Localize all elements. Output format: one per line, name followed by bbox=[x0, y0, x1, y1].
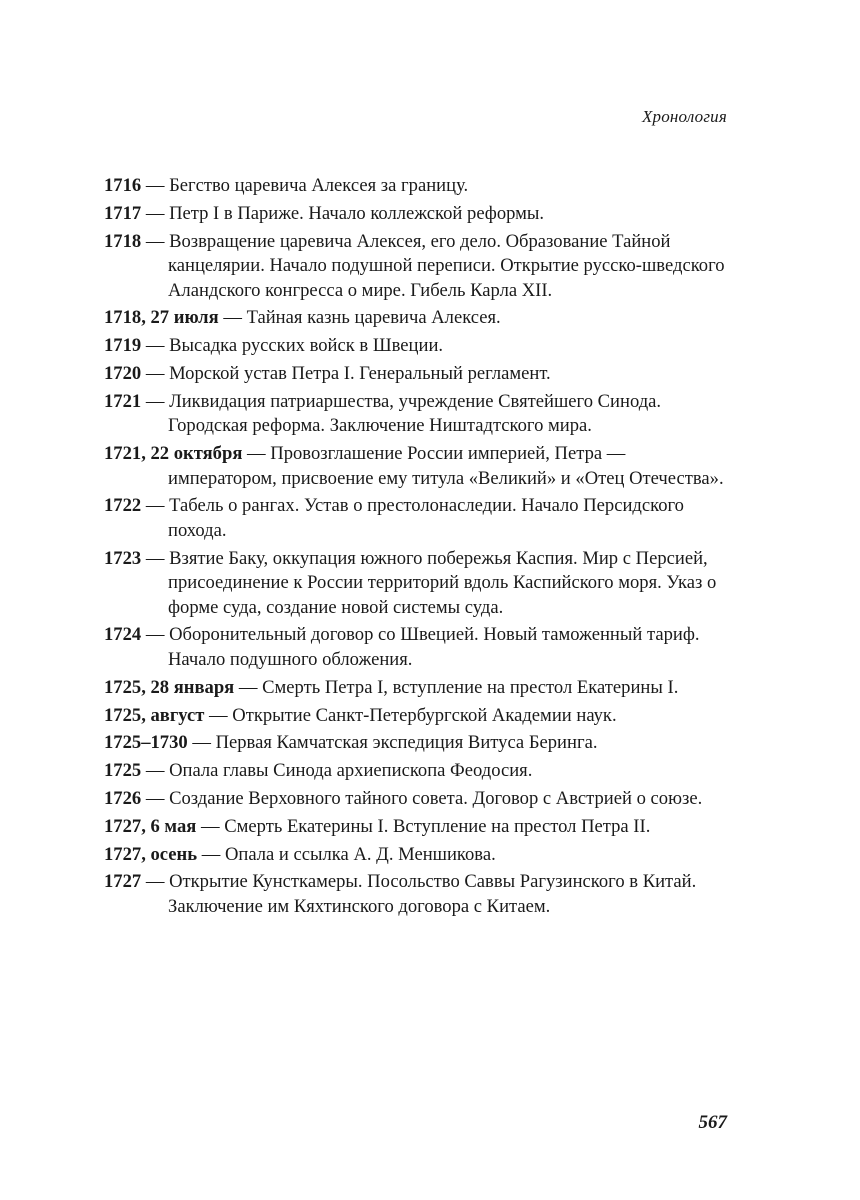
chronology-entry: 1725–1730 — Первая Камчатская экспедиция Витуса Беринга. bbox=[104, 732, 598, 754]
entry-date: 1716 bbox=[104, 175, 142, 196]
chronology-entry: 1724 — Оборонительный договор со Швецией. Новый таможенный тариф. Начало подушного обложения. bbox=[104, 624, 700, 670]
entry-date: 1726 bbox=[104, 787, 142, 809]
chronology-entry: 1722 — Табель о рангах. Устав о престолонаследии. Начало Персидского похода. bbox=[104, 495, 684, 541]
chronology-entry: 1716 — Бегство царевича Алексея за границу. bbox=[104, 175, 469, 196]
chronology-entry: 1721, 22 октября — Провозглашение России империей, Петра — императором, присвоение ему титула «Великий» и «Отец Отечества». bbox=[104, 443, 724, 489]
entry-date: 1727, 6 мая bbox=[104, 815, 197, 837]
entry-date: 1718 bbox=[104, 230, 142, 252]
entry-text: Ликвидация патриаршества, учреждение Святейшего Синода. Городская реформа. Заключение Ништадтского мира. bbox=[168, 390, 662, 437]
running-head: Хронология bbox=[641, 107, 727, 126]
entry-text: Создание Верховного тайного совета. Договор с Австрией о союзе. bbox=[169, 787, 703, 809]
entry-date: 1727, осень bbox=[104, 843, 198, 865]
chronology-entry: 1717 — Петр I в Париже. Начало коллежской реформы. bbox=[104, 202, 545, 224]
entry-text: Табель о рангах. Устав о престолонаследии. Начало Персидского похода. bbox=[168, 495, 684, 541]
chronology-list bbox=[104, 174, 730, 923]
chronology-entry: 1723 — Взятие Баку, оккупация южного побережья Каспия. Мир с Персией, присоединение к России территорий вдоль Каспийского моря. Указ о форме суда, создание новой системы суда. bbox=[104, 547, 717, 618]
entry-date: 1721, 22 октября bbox=[104, 443, 243, 465]
chronology-entry: 1725 — Опала главы Синода архиепископа Феодосия. bbox=[104, 760, 533, 782]
entry-date: 1720 bbox=[104, 362, 142, 384]
entry-date: 1725 bbox=[104, 760, 142, 782]
chronology-entry: 1726 — Создание Верховного тайного совета. Договор с Австрией о союзе. bbox=[104, 787, 703, 809]
entry-date: 1717 bbox=[104, 202, 142, 224]
chronology-entry: 1725, август — Открытие Санкт-Петербургской Академии наук. bbox=[104, 704, 617, 726]
entry-date: 1725–1730 bbox=[104, 732, 188, 754]
chronology-entry: 1718, 27 июля — Тайная казнь царевича Алексея. bbox=[104, 307, 501, 329]
page-number: 567 bbox=[698, 1112, 727, 1133]
chronology-entry: 1718 — Возвращение царевича Алексея, его дело. Образование Тайной канцелярии. Начало подушной переписи. Открытие русско-шведского Аландского конгресса о мире. Гибель Карла XII. bbox=[104, 230, 725, 301]
entry-date: 1724 bbox=[104, 624, 142, 646]
entry-text: Открытие Санкт-Петербургской Академии наук. bbox=[232, 704, 617, 726]
chronology-entry: 1725, 28 января — Смерть Петра I, вступление на престол Екатерины I. bbox=[104, 676, 679, 698]
entry-date: 1723 bbox=[104, 547, 142, 569]
entry-text: Петр I в Париже. Начало коллежской реформы. bbox=[169, 202, 545, 224]
entry-text: Первая Камчатская экспедиция Витуса Беринга. bbox=[215, 732, 598, 754]
chronology-entry: 1720 — Морской устав Петра I. Генеральный регламент. bbox=[104, 362, 551, 384]
entry-text: Провозглашение России империей, Петра — императором, присвоение ему титула «Великий» и «Отец Отечества». bbox=[168, 443, 724, 489]
entry-text: Оборонительный договор со Швецией. Новый таможенный тариф. Начало подушного обложения. bbox=[168, 624, 700, 670]
entry-date: 1722 bbox=[104, 495, 142, 517]
entry-date: 1721 bbox=[104, 390, 142, 412]
entry-text: Бегство царевича Алексея за границу. bbox=[169, 175, 469, 196]
entry-date: 1725, август bbox=[104, 704, 205, 726]
chronology-entry: 1721 — Ликвидация патриаршества, учреждение Святейшего Синода. Городская реформа. Заключение Ништадтского мира. bbox=[104, 390, 662, 437]
entry-text: Опала главы Синода архиепископа Феодосия. bbox=[169, 760, 533, 782]
chronology-entry: 1727, 6 мая — Смерть Екатерины I. Вступление на престол Петра II. bbox=[104, 815, 651, 837]
entry-text: Опала и ссылка А. Д. Меншикова. bbox=[224, 843, 496, 865]
entry-text: Смерть Екатерины I. Вступление на престол Петра II. bbox=[224, 815, 651, 837]
entry-text: Тайная казнь царевича Алексея. bbox=[246, 307, 501, 329]
entry-text: Возвращение царевича Алексея, его дело. Образование Тайной канцелярии. Начало подушной переписи. Открытие русско-шведского Аландского конгресса о мире. Гибель Карла XII. bbox=[168, 230, 725, 301]
entry-date: 1725, 28 января bbox=[104, 676, 235, 698]
chronology-entry: 1719 — Высадка русских войск в Швеции. bbox=[104, 335, 444, 357]
entry-text: Открытие Кунсткамеры. Посольство Саввы Рагузинского в Китай. Заключение им Кяхтинского договора с Китаем. bbox=[168, 871, 697, 917]
entry-text: Смерть Петра I, вступление на престол Екатерины I. bbox=[262, 676, 679, 698]
entry-text: Взятие Баку, оккупация южного побережья Каспия. Мир с Персией, присоединение к России территорий вдоль Каспийского моря. Указ о форме суда, создание новой системы суда. bbox=[168, 547, 717, 618]
entry-date: 1727 bbox=[104, 871, 142, 893]
chronology-entry: 1727 — Открытие Кунсткамеры. Посольство Саввы Рагузинского в Китай. Заключение им Кяхтинского договора с Китаем. bbox=[104, 871, 697, 917]
entry-text: Морской устав Петра I. Генеральный регламент. bbox=[169, 362, 551, 384]
entry-date: 1719 bbox=[104, 335, 142, 357]
chronology-entry: 1727, осень — Опала и ссылка А. Д. Меншикова. bbox=[104, 843, 496, 865]
entry-date: 1718, 27 июля bbox=[104, 307, 219, 329]
entry-text: Высадка русских войск в Швеции. bbox=[169, 335, 444, 357]
